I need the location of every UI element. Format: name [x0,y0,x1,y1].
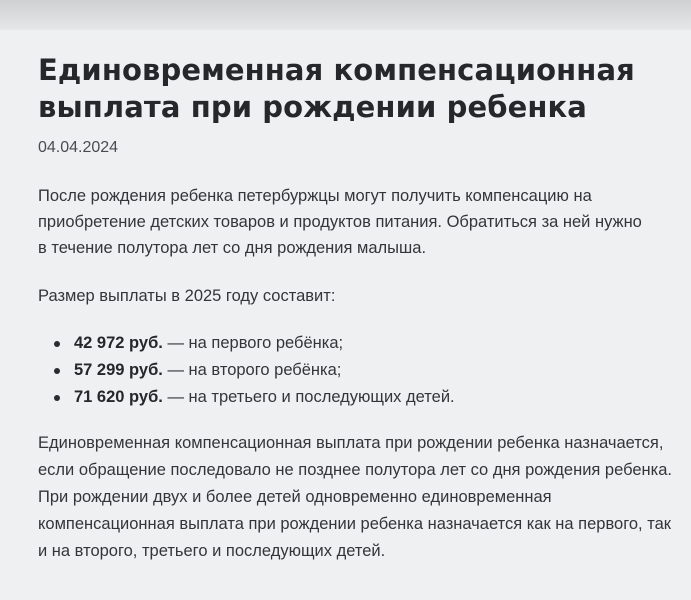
payment-amount: 57 299 руб. [74,361,163,379]
payment-item-second-child [54,357,455,384]
article [0,30,691,600]
bullet-icon [54,341,60,347]
payment-item-first-child [54,330,455,357]
article-intro: После рождения ребенка петербуржцы могут получить компенсацию на приобретение детских товаров и продуктов питания. Обратиться за ней нужно в течение полутора лет со дня рождения малыша. [38,187,642,257]
bullet-icon [54,368,60,374]
payment-amount: 42 972 руб. [74,334,163,352]
article-date: 04.04.2024 [38,139,119,156]
payment-item-third-child [54,384,455,411]
payment-list [54,330,455,411]
payment-amount: 71 620 руб. [74,388,163,406]
bullet-icon [54,395,60,401]
payment-description: — на третьего и последующих детей. [162,388,455,406]
browser-top-strip [0,0,691,30]
payment-description: — на первого ребёнка; [162,334,344,352]
article-title: Единовременная компенсационная выплата при рождении ребенка [38,53,635,124]
article-body: Единовременная компенсационная выплата при рождении ребенка назначается, если обращение последовало не позднее полутора лет со дня рождения ребенка. При рождении двух и более детей одновременно единовременная компенсационная выплата при рождении ребенка назначается как на первого, так и на второго, третьего и последующих детей. [38,434,672,560]
payment-description: — на второго ребёнка; [162,361,342,379]
payment-size-heading: Размер выплаты в 2025 году составит: [38,287,336,305]
